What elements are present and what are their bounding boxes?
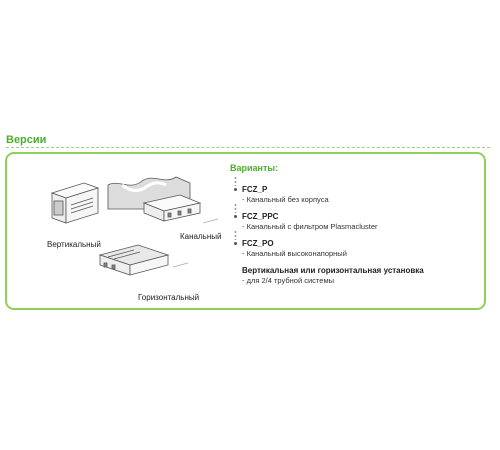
bullet-icon [234, 215, 237, 218]
dotted-connector [234, 203, 237, 213]
caption-vertical: Вертикальный [47, 240, 101, 249]
variants-title: Варианты: [230, 163, 279, 173]
bullet-icon [234, 242, 237, 245]
caption-horizontal: Горизонтальный [138, 293, 200, 302]
caption-ducted: Канальный [180, 232, 222, 241]
mounting-title: Вертикальная или горизонтальная установка [242, 266, 424, 275]
variant-name: FCZ_PO [242, 239, 274, 248]
section-title: Версии [6, 134, 47, 146]
list-item [234, 185, 484, 205]
section-divider [6, 147, 490, 148]
variant-name: FCZ_P [242, 185, 268, 194]
variant-desc: - Канальный без корпуса [242, 195, 329, 204]
dotted-connector [234, 230, 237, 240]
bullet-icon [234, 188, 237, 191]
vertical-unit-image [52, 183, 98, 223]
list-item [234, 212, 484, 232]
mounting-desc: - для 2/4 трубной системы [242, 276, 334, 285]
variants-list [234, 185, 484, 293]
ducted-unit-image [108, 177, 218, 223]
dotted-connector [234, 176, 237, 186]
variant-name: FCZ_PPC [242, 212, 279, 221]
variant-desc: - Канальный высоконапорный [242, 249, 347, 258]
list-item [234, 239, 484, 259]
horizontal-unit-image [100, 245, 188, 275]
variant-desc: - Канальный с фильтром Plasmacluster [242, 222, 378, 231]
mounting-note [234, 266, 484, 286]
